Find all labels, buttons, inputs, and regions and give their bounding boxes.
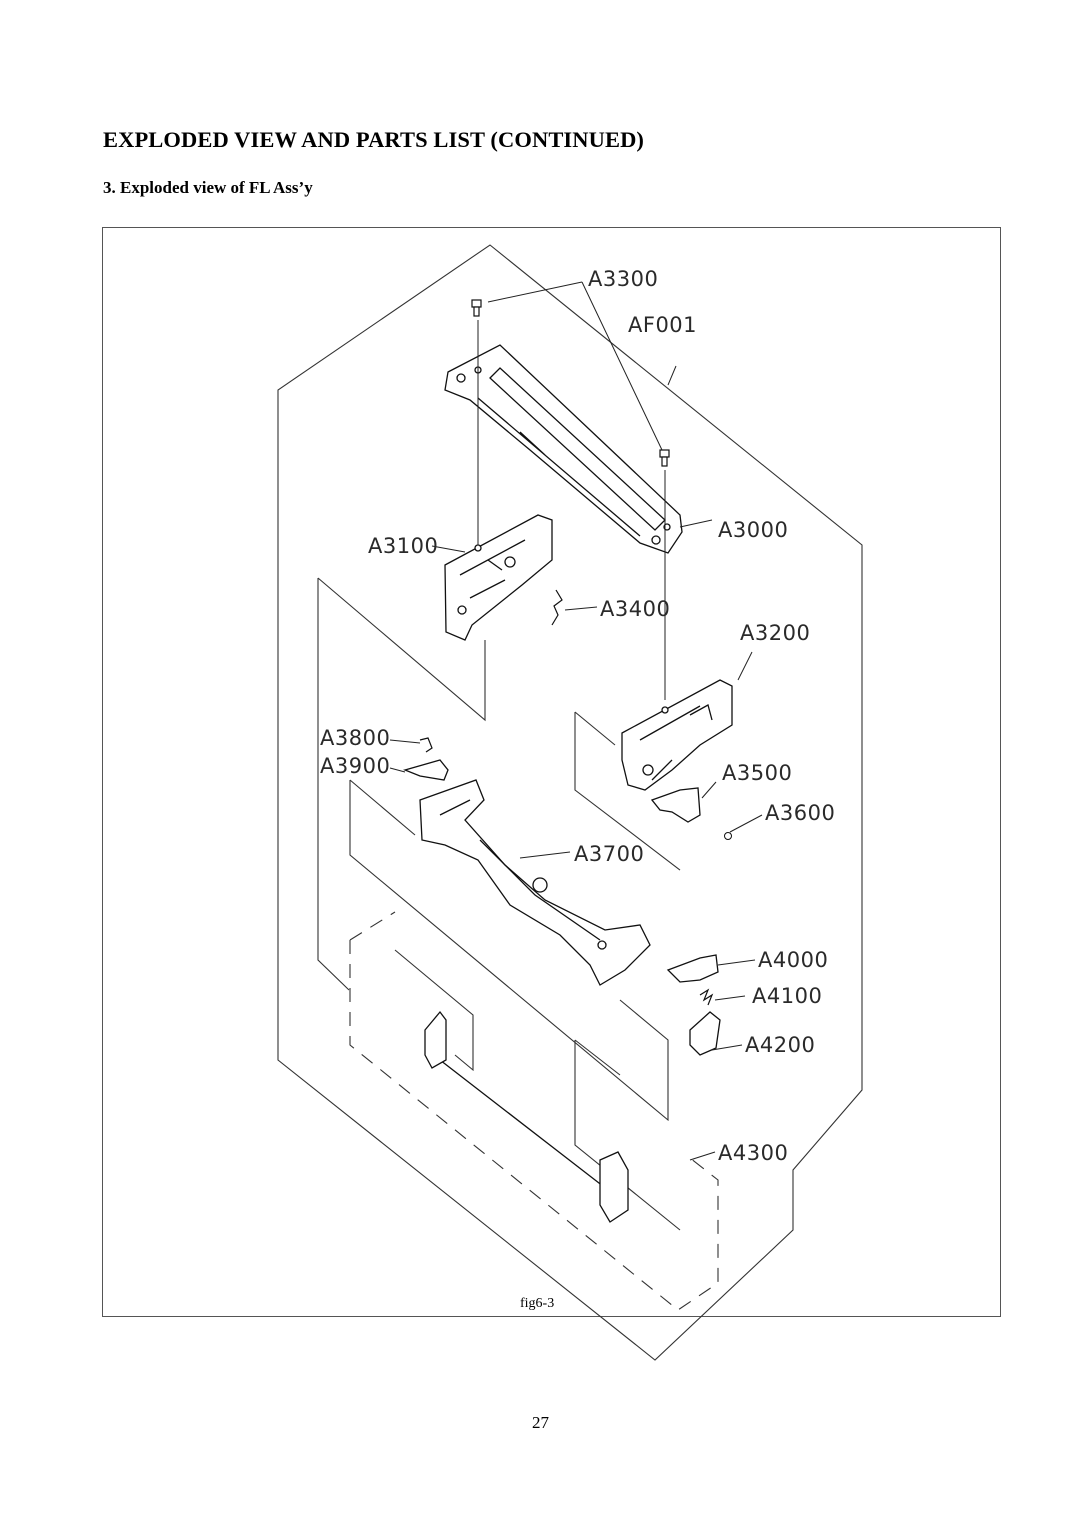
right-side-bracket xyxy=(622,680,732,790)
label-a3400: A3400 xyxy=(600,597,671,621)
label-a3700: A3700 xyxy=(574,842,645,866)
screw-upper xyxy=(472,300,481,316)
latch-a3500 xyxy=(652,788,700,822)
label-a3000: A3000 xyxy=(718,518,789,542)
lever-a3900 xyxy=(405,760,448,780)
section-heading: 3. Exploded view of FL Ass’y xyxy=(103,178,313,197)
main-slider-a3700 xyxy=(420,780,650,985)
label-a3800: A3800 xyxy=(320,726,391,750)
spring-a3400 xyxy=(552,590,562,625)
label-a3500: A3500 xyxy=(722,761,793,785)
label-a4000: A4000 xyxy=(758,948,829,972)
screw-lower xyxy=(660,450,669,466)
hook-a4200 xyxy=(690,1012,720,1055)
label-a3300: A3300 xyxy=(588,267,659,291)
spring-a3800 xyxy=(420,738,432,752)
top-bracket-plate xyxy=(445,345,682,553)
spring-a4100 xyxy=(700,990,712,1005)
label-a3100: A3100 xyxy=(368,534,439,558)
figure-caption: fig6-3 xyxy=(520,1296,555,1311)
dashed-box xyxy=(350,912,718,1310)
label-a4300: A4300 xyxy=(718,1141,789,1165)
page-title: EXPLODED VIEW AND PARTS LIST (CONTINUED) xyxy=(103,127,645,152)
left-panel xyxy=(318,578,485,990)
left-side-bracket xyxy=(445,515,552,640)
label-a3600: A3600 xyxy=(765,801,836,825)
label-a3200: A3200 xyxy=(740,621,811,645)
label-a3900: A3900 xyxy=(320,754,391,778)
lever-a4000 xyxy=(668,955,718,982)
washer-a3600 xyxy=(725,833,732,840)
label-a4100: A4100 xyxy=(752,984,823,1008)
label-a4200: A4200 xyxy=(745,1033,816,1057)
rod-a4300 xyxy=(425,1012,628,1222)
page-number: 27 xyxy=(532,1413,549,1432)
label-af001: AF001 xyxy=(628,313,698,337)
